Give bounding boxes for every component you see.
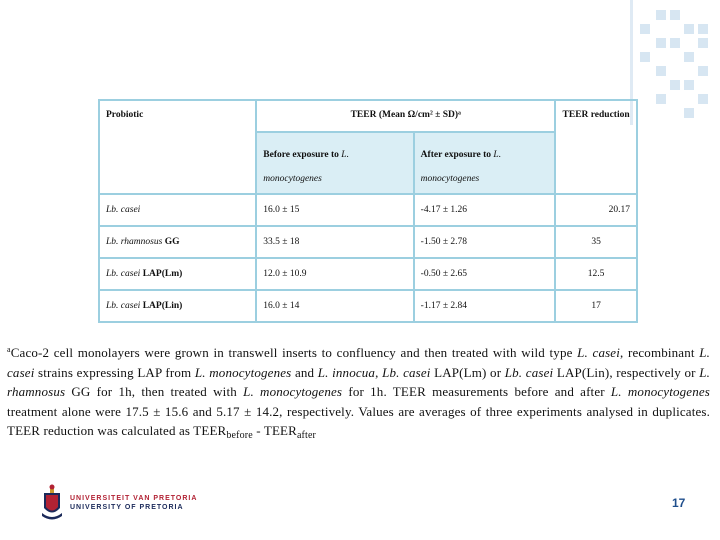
cell-before: 33.5 ± 18 (256, 226, 413, 258)
cell-reduction: 20.17 (555, 194, 637, 226)
table-footnote: $^a$Caco-2 cell monolayers were grown in transwell inserts to confluency and then treated with wild type L. casei, recombinant L. casei strains expressing LAP from L. monocytogenes and L. innocua, Lb. casei LAP(Lm) or Lb. casei LAP(Lin), respectively or L. rhamnosus GG for 1h, then treated with L. monocytogenes for 1h. TEER measurements before and after L. monocytogenes treatment alone were 17.5 ± 15.6 and 5.17 ± 14.2, respectively. Values are averages of three experiments analysed in duplicates. TEER reduction was calculated as $TEER_{before}$ - $TEER_{after}$ (7, 345, 710, 441)
table-row (99, 290, 637, 322)
cell-after: -0.50 ± 2.65 (414, 258, 556, 290)
cell-before: 16.0 ± 15 (256, 194, 413, 226)
university-logo (40, 484, 197, 522)
cell-reduction: 35 (555, 226, 637, 258)
header-teer-reduction: TEER reduction (555, 100, 637, 194)
cell-reduction: 12.5 (555, 258, 637, 290)
logo-line-english: UNIVERSITY OF PRETORIA (70, 504, 184, 511)
subheader-before: Before exposure to L. monocytogenes (256, 132, 413, 194)
cell-before: 12.0 ± 10.9 (256, 258, 413, 290)
header-teer: TEER (Mean Ω/cm² ± SD)ᵃ (256, 100, 555, 132)
cell-before: 16.0 ± 14 (256, 290, 413, 322)
table-row (99, 194, 637, 226)
cell-after: -1.17 ± 2.84 (414, 290, 556, 322)
teer-table (98, 99, 638, 323)
university-crest-icon (40, 484, 64, 522)
table-row (99, 226, 637, 258)
page-number: 17 (672, 496, 686, 510)
cell-reduction: 17 (555, 290, 637, 322)
subheader-after: After exposure to L. monocytogenes (414, 132, 556, 194)
cell-strain: Lb. rhamnosus GG (99, 226, 256, 258)
cell-after: -4.17 ± 1.26 (414, 194, 556, 226)
logo-line-afrikaans: UNIVERSITEIT VAN PRETORIA (70, 495, 198, 502)
cell-after: -1.50 ± 2.78 (414, 226, 556, 258)
header-probiotic: Probiotic (99, 100, 256, 194)
cell-strain: Lb. casei (99, 194, 256, 226)
table-header-row (99, 100, 637, 132)
cell-strain: Lb. casei LAP(Lin) (99, 290, 256, 322)
cell-strain: Lb. casei LAP(Lm) (99, 258, 256, 290)
table-row (99, 258, 637, 290)
